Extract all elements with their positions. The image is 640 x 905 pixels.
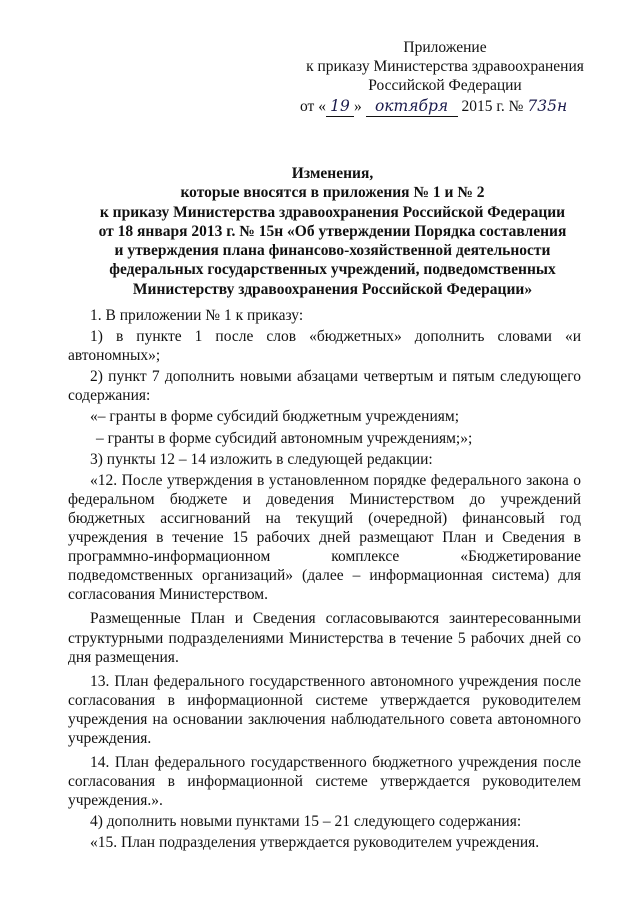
title-line: к приказу Министерства здравоохранения Российской Федерации bbox=[99, 203, 566, 221]
appendix-order-ref: к приказу Министерства здравоохранения bbox=[306, 58, 584, 75]
title-line: Изменения, bbox=[291, 165, 374, 182]
appendix-country: Российской Федерации bbox=[368, 77, 522, 94]
handwritten-day: 19 bbox=[326, 97, 354, 117]
paragraph: «– гранты в форме субсидий бюджетным учреждениям; bbox=[90, 408, 460, 426]
date-year: 2015 г. № bbox=[461, 98, 524, 115]
paragraph: 3) пункты 12 – 14 изложить в следующей редакции: bbox=[90, 450, 433, 468]
appendix-header bbox=[300, 38, 590, 117]
appendix-label: Приложение bbox=[403, 39, 487, 56]
paragraph: 1. В приложении № 1 к приказу: bbox=[90, 307, 304, 324]
title-line: и утверждения плана финансово-хозяйственной деятельности bbox=[114, 242, 551, 260]
document-title bbox=[60, 164, 605, 299]
paragraph: – гранты в форме субсидий автономным учреждениям;»; bbox=[96, 429, 473, 447]
paragraph: 4) дополнить новыми пунктами 15 – 21 следующего содержания: bbox=[90, 813, 522, 831]
title-line: федеральных государственных учреждений, подведомственных bbox=[109, 261, 556, 279]
handwritten-number: 735н bbox=[527, 97, 568, 115]
title-line: от 18 января 2013 г. № 15н «Об утверждении Порядка составления bbox=[98, 222, 567, 240]
paragraph: «12. После утверждения в установленном порядке федерального закона о федеральном бюджете и доведения Министерством до учреждений бюджетных ассигнований на текущий (очередной) финансовый год учреждения в течение 15 рабочих дней размещают План и Сведения в программно-информационном комплексе «Бюджетирование подведомственных организаций» (далее – информационная система) для согласования Министерством. bbox=[68, 471, 581, 604]
document-body bbox=[68, 306, 581, 853]
paragraph: 2) пункт 7 дополнить новыми абзацами четвертым и пятым следующего содержания: bbox=[68, 368, 581, 405]
paragraph: Размещенные План и Сведения согласовываются заинтересованными структурными подразделениями Министерства в течение 5 рабочих дней со дня размещения. bbox=[68, 610, 581, 666]
paragraph: 13. План федерального государственного автономного учреждения после согласования в информационной системе утверждается руководителем учреждения на основании заключения наблюдательного совета автономного учреждения. bbox=[68, 672, 581, 747]
date-mid: » bbox=[353, 98, 362, 115]
date-prefix: от « bbox=[300, 98, 326, 115]
paragraph: 14. План федерального государственного бюджетного учреждения после согласования в информационной системе утверждается руководителем учреждения.». bbox=[68, 754, 581, 810]
appendix-date-line bbox=[300, 97, 590, 117]
title-line: Министерству здравоохранения Российской Федерации» bbox=[132, 280, 533, 298]
paragraph: «15. План подразделения утверждается руководителем учреждения. bbox=[90, 834, 540, 852]
paragraph: 1) в пункте 1 после слов «бюджетных» дополнить словами «и автономных»; bbox=[68, 328, 581, 365]
handwritten-month: октября bbox=[366, 97, 458, 117]
title-line: которые вносятся в приложения № 1 и № 2 bbox=[180, 184, 485, 202]
